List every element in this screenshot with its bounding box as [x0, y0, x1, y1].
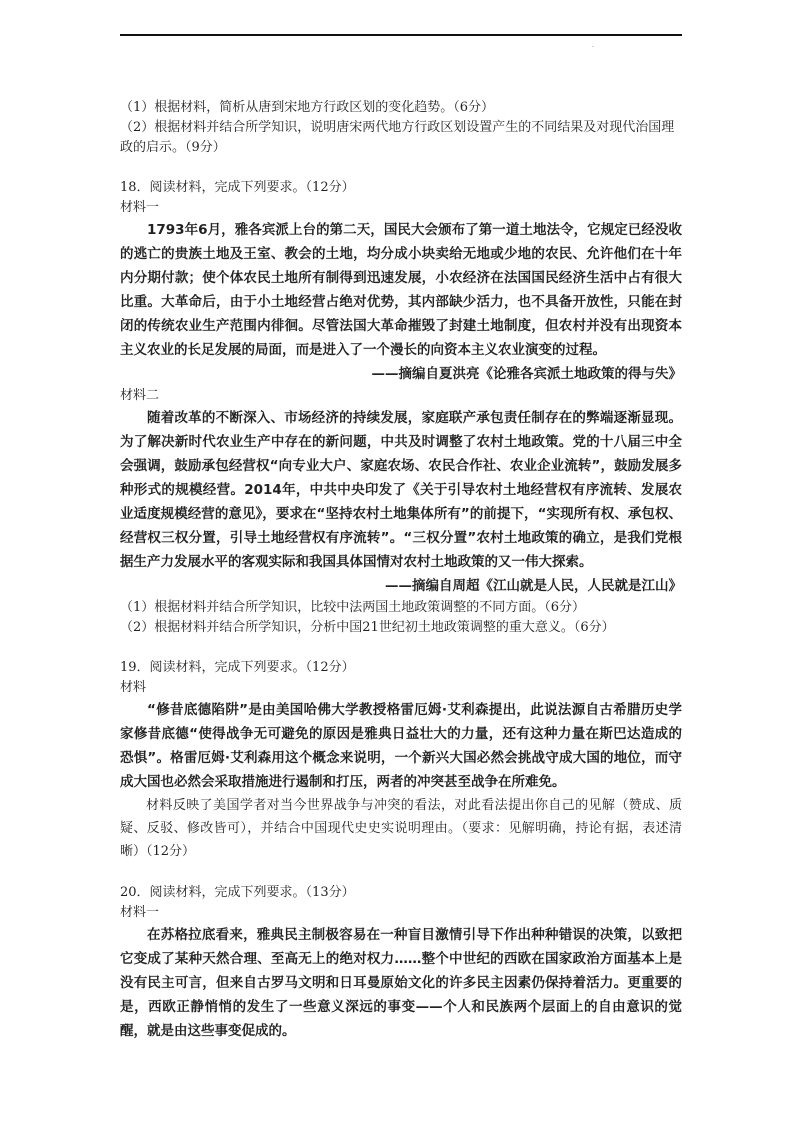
q18-sub1: （1）根据材料并结合所学知识，比较中法两国土地政策调整的不同方面。（6分） [120, 600, 586, 615]
q18-material2-source: ——摘编自周超《江山就是人民，人民就是江山》 [385, 578, 682, 594]
q17-sub2: （2）根据材料并结合所学知识，说明唐宋两代地方行政区划设置产生的不同结果及对现代治国理政的启示。（9分） [120, 120, 675, 155]
q18-sub2: （2）根据材料并结合所学知识，分析中国21世纪初土地政策调整的重大意义。（6分） [120, 620, 615, 635]
q18-heading: 18．阅读材料，完成下列要求。（12分） [120, 180, 355, 195]
q17-sub1: （1）根据材料，简析从唐到宋地方行政区划的变化趋势。（6分） [120, 100, 495, 115]
q19-task: 材料反映了美国学者对当今世界战争与冲突的看法，对此看法提出你自己的见解（赞成、质疑、反驳、修改皆可），并结合中国现代史史实说明理由。（要求：见解明确，持论有据，表述清晰）（12分） [120, 798, 682, 859]
header-mark: . [592, 42, 594, 49]
q18-material1-source: ——摘编自夏洪亮《论雅各宾派土地政策的得与失》 [371, 366, 682, 382]
q18-material2-text: 随着改革的不断深入、市场经济的持续发展，家庭联产承包责任制存在的弊端逐渐显现。为了解决新时代农业生产中存在的新问题，中共及时调整了农村土地政策。党的十八届三中全会强调，鼓励承包经营权“向专业大户、家庭农场、农民合作社、农业企业流转”，鼓励发展多种形式的规模经营。2014年，中共中央印发了《关于引导农村土地经营权有序流转、发展农业适度规模经营的意见》，要求在“坚持农村土地集体所有”的前提下，“实现所有权、承包权、经营权三权分置，引导土地经营权有序流转”。“三权分置”农村土地政策的确立，是我们党根据生产力发展水平的客观实际和我国具体国情对农村土地政策的又一伟大探索。 [120, 410, 682, 570]
header-rule [120, 34, 682, 36]
q18-material1-label: 材料一 [120, 200, 160, 215]
q20-material1-text: 在苏格拉底看来，雅典民主制极容易在一种盲目激情引导下作出种种错误的决策，以致把它变成了某种天然合理、至高无上的绝对权力……整个中世纪的西欧在国家政治方面基本上是没有民主可言，但来自古罗马文明和日耳曼原始文化的许多民主因素仍保持着活力。更重要的是，西欧正静悄悄的发生了一些意义深远的事变——个人和民族两个层面上的自由意识的觉醒，就是由这些事变促成的。 [120, 927, 682, 1039]
q20-material1-label: 材料一 [120, 905, 160, 920]
q18-material2-label: 材料二 [120, 388, 160, 403]
q18-material1-text: 1793年6月，雅各宾派上台的第二天，国民大会颁布了第一道土地法令，它规定已经没收的逃亡的贵族土地及王室、教会的土地，均分成小块卖给无地或少地的农民、允许他们在十年内分期付款；使个体农民土地所有制得到迅速发展，小农经济在法国国民经济生活中占有很大比重。大革命后，由于小土地经营占绝对优势，其内部缺少活力，也不具备开放性，只能在封闭的传统农业生产范围内徘徊。尽管法国大革命摧毁了封建土地制度，但农村并没有出现资本主义农业的长足发展的局面，而是进入了一个漫长的向资本主义农业演变的过程。 [120, 222, 682, 358]
q19-heading: 19．阅读材料，完成下列要求。（12分） [120, 660, 355, 675]
q19-material-label: 材料 [120, 680, 147, 695]
q20-heading: 20．阅读材料，完成下列要求。（13分） [120, 885, 355, 900]
q19-material-text: “修昔底德陷阱”是由美国哈佛大学教授格雷厄姆·艾利森提出，此说法源自古希腊历史学家修昔底德“使得战争无可避免的原因是雅典日益壮大的力量，还有这种力量在斯巴达造成的恐惧”。格雷厄姆·艾利森用这个概念来说明，一个新兴大国必然会挑战守成大国的地位，而守成大国也必然会采取措施进行遏制和打压，两者的冲突甚至战争在所难免。 [120, 702, 682, 790]
exam-content [120, 98, 682, 1043]
